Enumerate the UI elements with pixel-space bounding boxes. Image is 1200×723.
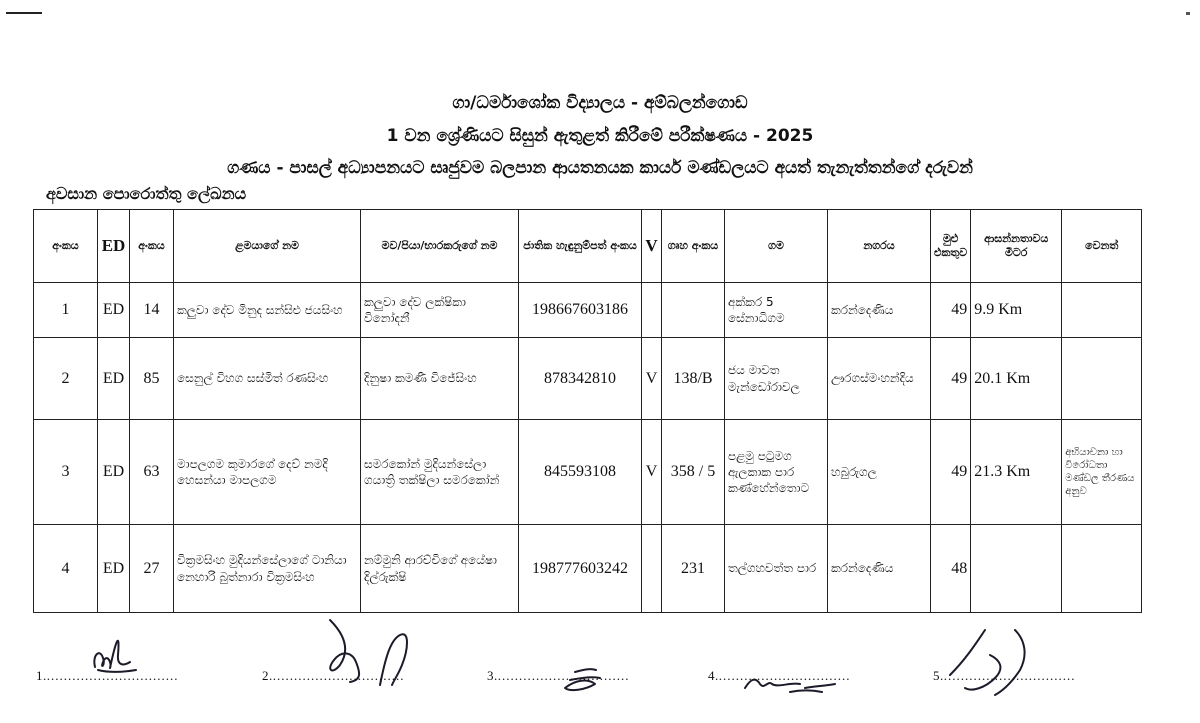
cell-app-no: 85	[130, 338, 174, 420]
header-total: මුළු එකතුව	[931, 210, 971, 283]
header-v: V	[642, 210, 662, 283]
corner-mark	[1186, 12, 1190, 15]
cell-app-no: 63	[130, 420, 174, 525]
header-no: අංකය	[34, 210, 98, 283]
cell-nic: 198777603242	[519, 525, 642, 613]
cell-ed: ED	[98, 525, 130, 613]
cell-city: හබුරුගල	[828, 420, 931, 525]
category-title: ගණය - පාසල් අධ්‍යාපනයට සෘජුවම බලපාන ආයතනයක කාර්ය මණ්ඩලයට අයත් තැනැත්තන්ගේ දරුවන්	[227, 158, 973, 178]
cell-guardian-name: සමරකෝන් මුදියන්සේලා ගයාත්‍රි තක්ෂිලා සමරකෝන්	[361, 420, 519, 525]
cell-distance: 21.3 Km	[971, 420, 1062, 525]
cell-no: 3	[34, 420, 98, 525]
cell-total: 49	[931, 338, 971, 420]
cell-village: පළමු පටුමග ඇලකාක පාර කණ්හේන්තොට	[725, 420, 828, 525]
cell-other: අභියාචනා හා විරෝධතා මණ්ඩල තීරණය අනුව	[1062, 420, 1142, 525]
cell-no: 2	[34, 338, 98, 420]
cell-v: V	[642, 338, 662, 420]
header-other: වෙනත්	[1062, 210, 1142, 283]
cell-guardian-name: දිනුෂා කමණී විජේසිංහ	[361, 338, 519, 420]
header-ed: ED	[98, 210, 130, 283]
cell-ed: ED	[98, 420, 130, 525]
header-guardian-name: මව/පියා/භාරකරුගේ නම	[361, 210, 519, 283]
header-village: ගම	[725, 210, 828, 283]
cell-village: ජය මාවත මැන්ඩෝරාවල	[725, 338, 828, 420]
header-house-no: ගෘහ අංකය	[662, 210, 725, 283]
cell-city: ඌරගස්මංහන්දිය	[828, 338, 931, 420]
school-title: ගා/ධර්මාශෝක විද්‍යාලය - අම්බලන්ගොඩ	[452, 93, 748, 113]
header-distance: ආසන්නතාවය මීටර	[971, 210, 1062, 283]
cell-city: කරන්දෙණිය	[828, 283, 931, 338]
cell-child-name: කලුවා දේව මිනුද සන්සිළු ජයසිංහ	[174, 283, 361, 338]
table-row	[34, 420, 1142, 525]
cell-app-no: 27	[130, 525, 174, 613]
cell-no: 1	[34, 283, 98, 338]
header-child-name: ළමයාගේ නම	[174, 210, 361, 283]
cell-child-name: වික්‍රමසිංහ මුදියන්සේලාගේ ටානියා නෙහාරි බුත්නාරා වික්‍රමසිංහ	[174, 525, 361, 613]
cell-guardian-name: නම්මුනි ආරච්චිගේ අයේෂා දිල්රුක්ෂි	[361, 525, 519, 613]
cell-app-no: 14	[130, 283, 174, 338]
cell-nic: 878342810	[519, 338, 642, 420]
cell-house-no	[662, 283, 725, 338]
table-header-row	[34, 210, 1142, 283]
signature-line-4: 4................................	[708, 668, 851, 683]
signature-5	[950, 630, 1025, 695]
cell-child-name: සෙනුල් විහග සස්මිත් රණසිංහ	[174, 338, 361, 420]
cell-total: 49	[931, 420, 971, 525]
corner-mark	[6, 12, 42, 14]
header-app-no: අංකය	[130, 210, 174, 283]
table-row	[34, 338, 1142, 420]
cell-house-no: 231	[662, 525, 725, 613]
signatures-area	[0, 600, 1200, 723]
header-nic: ජාතික හැඳුනුම්පත් අංකය	[519, 210, 642, 283]
exam-title: 1 වන ශ්‍රේණියට සිසුන් ඇතුළත් කිරීමේ පරීක්ෂණය - 2025	[386, 126, 814, 146]
cell-v: V	[642, 420, 662, 525]
cell-v	[642, 283, 662, 338]
cell-house-no: 358 / 5	[662, 420, 725, 525]
cell-no: 4	[34, 525, 98, 613]
signature-line-3: 3................................	[487, 668, 630, 683]
cell-other	[1062, 338, 1142, 420]
waiting-list-table	[33, 209, 1142, 613]
cell-distance: 20.1 Km	[971, 338, 1062, 420]
cell-ed: ED	[98, 283, 130, 338]
cell-other	[1062, 283, 1142, 338]
cell-child-name: මාපලගම කුමාරගේ දෙව් නමදි හෙසන්යා මාපලගම	[174, 420, 361, 525]
table-row	[34, 283, 1142, 338]
list-title: අවසාන පොරොත්තු ලේඛනය	[46, 184, 247, 203]
signature-line-2: 2................................	[262, 668, 405, 683]
cell-total: 48	[931, 525, 971, 613]
cell-house-no: 138/B	[662, 338, 725, 420]
cell-village: තල්ගහවත්ත පාර	[725, 525, 828, 613]
cell-ed: ED	[98, 338, 130, 420]
cell-village: අක්කර 5 සේනාධිගම	[725, 283, 828, 338]
signature-line-1: 1................................	[36, 668, 179, 683]
cell-total: 49	[931, 283, 971, 338]
cell-distance: 9.9 Km	[971, 283, 1062, 338]
signature-line-5: 5................................	[933, 668, 1076, 683]
cell-nic: 198667603186	[519, 283, 642, 338]
cell-guardian-name: කලුවා දේව ලක්ෂිකා විනෝදනී	[361, 283, 519, 338]
cell-city: කරන්දෙණිය	[828, 525, 931, 613]
cell-nic: 845593108	[519, 420, 642, 525]
header-city: නගරය	[828, 210, 931, 283]
